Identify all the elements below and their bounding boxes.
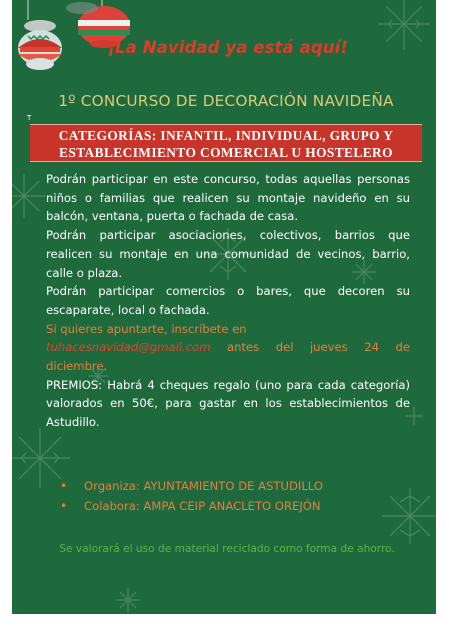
signup-deadline: antes del jueves 24 de diciembre. bbox=[46, 340, 410, 374]
contact-email[interactable]: tuhacesnavidad@gmail.com bbox=[46, 340, 211, 355]
categories-line-1: CATEGORÍAS: INFANTIL, INDIVIDUAL, GRUPO Y bbox=[58, 128, 394, 143]
bullet-icon: • bbox=[60, 479, 68, 493]
organizer-text: Organiza: AYUNTAMIENTO DE ASTUDILLO bbox=[84, 479, 323, 493]
signup-intro: Si quieres apuntarte, inscríbete en bbox=[46, 321, 247, 336]
list-item bbox=[60, 496, 323, 516]
paragraph-prizes: PREMIOS: Habrá 4 cheques regalo (uno para cada categoría) valorados en 50€, para gastar en los establecimientos de Astudillo. bbox=[46, 377, 410, 430]
body-text bbox=[46, 170, 410, 432]
categories-banner bbox=[30, 124, 422, 162]
contest-title: 1º CONCURSO DE DECORACIÓN NAVIDEÑA bbox=[58, 92, 394, 110]
bullet-icon: • bbox=[60, 499, 68, 513]
categories-line-2: ESTABLECIMIENTO COMERCIAL U HOSTELERO bbox=[59, 144, 393, 160]
tagline: ¡La Navidad ya está aquí! bbox=[107, 38, 348, 57]
signup-info bbox=[46, 320, 410, 376]
footer-note: Se valorará el uso de material reciclado como forma de ahorro. bbox=[59, 543, 395, 555]
paragraph-businesses: Podrán participar comercios o bares, que decoren su escaparate, local o fachada. bbox=[46, 284, 410, 317]
paragraph-individuals: Podrán participar en este concurso, todas aquellas personas niños o familias que realicen su montaje navideño en su balcón, ventana, puerta o fachada de casa. bbox=[46, 172, 410, 224]
paragraph-associations: Podrán participar asociaciones, colectivos, barrios que realicen su montaje en una comunidad de vecinos, barrio, calle o plaza. bbox=[46, 228, 410, 280]
list-item bbox=[60, 476, 323, 496]
organizers-list bbox=[60, 476, 323, 516]
collaborator-text: Colabora: AMPA CEIP ANACLETO OREJÓN bbox=[84, 499, 321, 513]
small-mark: T bbox=[27, 114, 32, 122]
poster bbox=[12, 0, 436, 614]
